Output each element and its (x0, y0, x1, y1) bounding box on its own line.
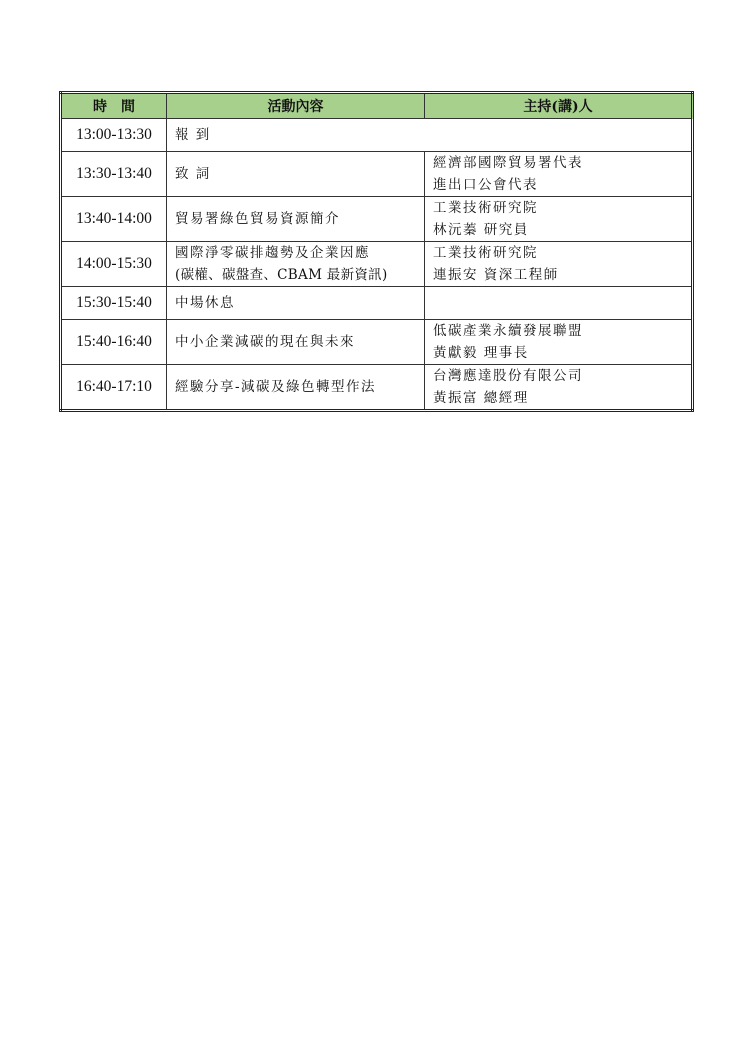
activity-cell (167, 320, 425, 365)
host-cell (425, 287, 693, 320)
host-cell (425, 197, 693, 242)
table-header-row (61, 93, 693, 119)
activity-cell (167, 119, 693, 152)
activity-line: 中小企業減碳的現在與未來 (175, 334, 355, 350)
host-line: 工業技術研究院 (433, 200, 538, 216)
table-row (61, 197, 693, 242)
activity-line: 國際淨零碳排趨勢及企業因應 (175, 245, 370, 261)
activity-line: 貿易署綠色貿易資源簡介 (175, 211, 340, 227)
host-cell (425, 152, 693, 197)
activity-cell (167, 152, 425, 197)
host-cell (425, 242, 693, 287)
host-line: 林沅蓁 研究員 (433, 222, 529, 238)
host-line: 進出口公會代表 (433, 177, 538, 193)
host-line: 黃獻毅 理事長 (433, 345, 529, 361)
header-activity: 活動內容 (167, 93, 425, 119)
activity-line: (碳權、碳盤查、CBAM 最新資訊) (175, 267, 388, 283)
host-line: 黃振富 總經理 (433, 390, 529, 406)
activity-cell (167, 197, 425, 242)
activity-line: 報 到 (175, 127, 211, 143)
host-line: 經濟部國際貿易署代表 (433, 155, 583, 171)
host-cell (425, 365, 693, 411)
host-line: 低碳產業永續發展聯盟 (433, 323, 583, 339)
host-cell (425, 320, 693, 365)
activity-cell (167, 242, 425, 287)
activity-cell (167, 365, 425, 411)
table-row (61, 320, 693, 365)
activity-cell (167, 287, 425, 320)
time-cell: 13:30-13:40 (61, 152, 167, 197)
table-row (61, 152, 693, 197)
host-line: 工業技術研究院 (433, 245, 538, 261)
table-row (61, 119, 693, 152)
table-row (61, 365, 693, 411)
activity-line: 中場休息 (175, 295, 235, 311)
activity-line: 經驗分享-減碳及綠色轉型作法 (175, 379, 377, 395)
header-host: 主持(講)人 (425, 93, 693, 119)
time-cell: 16:40-17:10 (61, 365, 167, 411)
table-row (61, 287, 693, 320)
header-time: 時 間 (61, 93, 167, 119)
activity-line: 致 詞 (175, 166, 211, 182)
agenda-table (59, 91, 694, 412)
time-cell: 15:30-15:40 (61, 287, 167, 320)
host-line: 台灣應達股份有限公司 (433, 368, 583, 384)
table-row (61, 242, 693, 287)
time-cell: 14:00-15:30 (61, 242, 167, 287)
time-cell: 13:00-13:30 (61, 119, 167, 152)
time-cell: 13:40-14:00 (61, 197, 167, 242)
host-line: 連振安 資深工程師 (433, 267, 559, 283)
time-cell: 15:40-16:40 (61, 320, 167, 365)
